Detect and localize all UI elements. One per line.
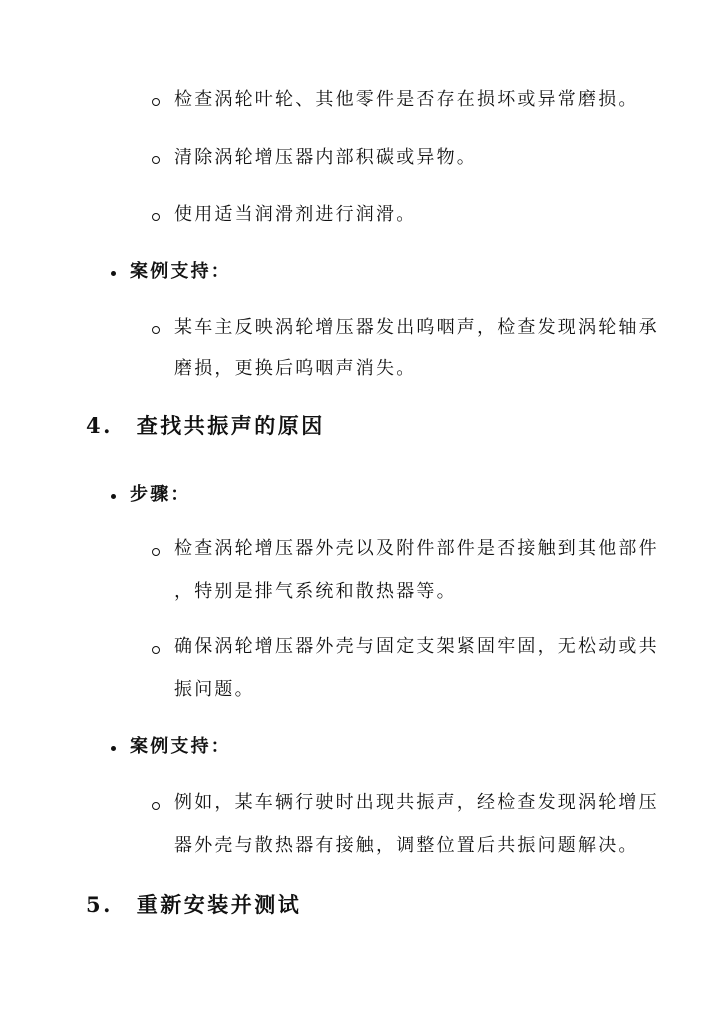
hollow-bullet-icon	[152, 98, 160, 106]
case-support-label: 案例支持：	[130, 736, 231, 757]
sub-item: 清除涡轮增压器内部积碳或异物。	[174, 147, 477, 168]
steps-label: 步骤：	[130, 484, 191, 505]
section-heading	[86, 891, 301, 919]
section-number: 5.	[86, 892, 113, 917]
bullet-icon	[111, 271, 116, 276]
step-line: 检查涡轮增压器外壳以及附件部件是否接触到其他部件	[174, 538, 659, 559]
case-item-line: 某车主反映涡轮增压器发出呜咽声，检查发现涡轮轴承	[174, 317, 659, 338]
sub-item: 使用适当润滑剂进行润滑。	[174, 204, 417, 225]
hollow-bullet-icon	[152, 156, 160, 164]
hollow-bullet-icon	[152, 646, 160, 654]
step-line: 振问题。	[174, 679, 255, 700]
section-title: 查找共振声的原因	[136, 413, 325, 438]
section-heading	[86, 412, 325, 440]
bullet-icon	[111, 746, 116, 751]
section-title: 重新安装并测试	[136, 892, 302, 917]
hollow-bullet-icon	[152, 548, 160, 556]
sub-item: 检查涡轮叶轮、其他零件是否存在损坏或异常磨损。	[174, 89, 639, 110]
section-number: 4.	[86, 413, 113, 438]
bullet-icon	[111, 494, 116, 499]
hollow-bullet-icon	[152, 213, 160, 221]
case-support-label: 案例支持：	[130, 261, 231, 282]
hollow-bullet-icon	[152, 326, 160, 334]
step-line: 确保涡轮增压器外壳与固定支架紧固牢固，无松动或共	[174, 636, 659, 657]
hollow-bullet-icon	[152, 802, 160, 810]
step-line: ，特别是排气系统和散热器等。	[174, 581, 457, 602]
case-item-line: 磨损，更换后呜咽声消失。	[174, 358, 417, 379]
case-item-line: 器外壳与散热器有接触，调整位置后共振问题解决。	[174, 835, 639, 856]
case-item-line: 例如，某车辆行驶时出现共振声，经检查发现涡轮增压	[174, 792, 659, 813]
